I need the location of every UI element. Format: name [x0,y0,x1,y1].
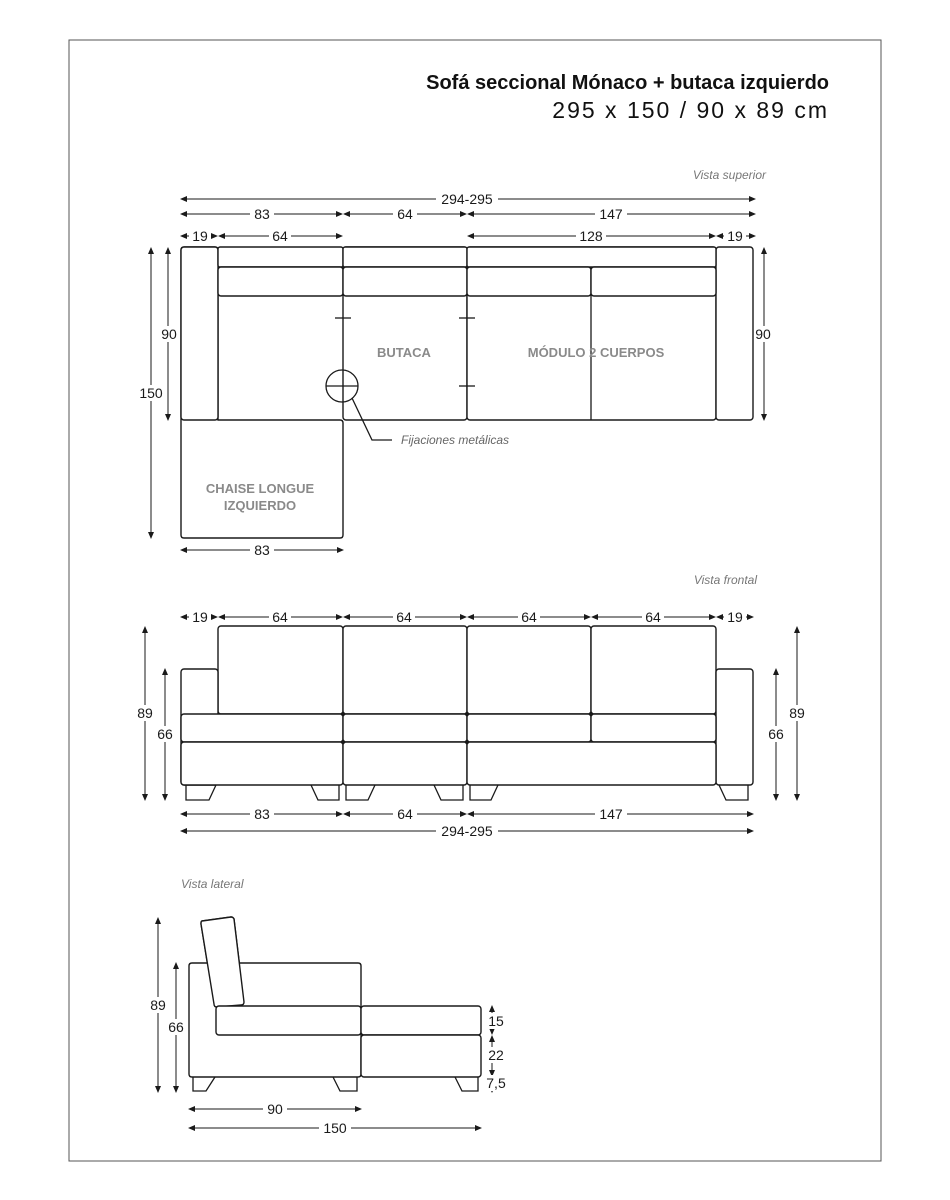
svg-text:19: 19 [192,228,208,244]
svg-text:83: 83 [254,542,270,558]
front-view [134,573,808,839]
svg-text:83: 83 [254,206,270,222]
dim-side-right-stack [483,1006,507,1092]
svg-text:19: 19 [192,609,208,625]
svg-text:64: 64 [521,609,537,625]
module-label-chaise-2: IZQUIERDO [223,498,297,513]
front-sofa-outline [181,626,753,800]
side-view [147,877,507,1136]
svg-text:66: 66 [157,726,173,742]
dim-top-chaise-bottom [181,542,343,558]
svg-text:66: 66 [768,726,784,742]
svg-text:64: 64 [645,609,661,625]
dim-top-total-width [181,191,755,207]
svg-text:89: 89 [150,997,166,1013]
svg-text:19: 19 [727,609,743,625]
svg-text:89: 89 [789,705,805,721]
svg-text:90: 90 [755,326,771,342]
svg-text:294-295: 294-295 [441,823,493,839]
svg-text:66: 66 [168,1019,184,1035]
svg-text:64: 64 [396,609,412,625]
side-sofa-outline [189,917,481,1091]
top-view [139,168,775,558]
svg-text:150: 150 [139,385,163,401]
svg-text:89: 89 [137,705,153,721]
svg-text:294-295: 294-295 [441,191,493,207]
top-view-label: Vista superior [692,168,766,182]
dim-side-depths [189,1101,481,1136]
svg-text:15: 15 [488,1013,504,1029]
dim-front-top-segments [181,609,753,625]
svg-text:22: 22 [488,1047,504,1063]
svg-text:90: 90 [161,326,177,342]
svg-text:128: 128 [579,228,603,244]
svg-text:150: 150 [323,1120,347,1136]
front-view-label: Vista frontal [693,573,757,587]
svg-text:64: 64 [397,206,413,222]
svg-text:7,5: 7,5 [486,1075,506,1091]
svg-text:83: 83 [254,806,270,822]
dim-side-heights [147,918,187,1092]
dim-front-total-width [181,823,753,839]
dim-front-bottom-segments [181,806,753,822]
dim-top-segments [181,206,755,222]
svg-text:147: 147 [599,806,623,822]
fixation-callout: Fijaciones metálicas [401,433,510,447]
module-label-module: MÓDULO 2 CUERPOS [527,345,665,360]
svg-text:147: 147 [599,206,623,222]
svg-text:64: 64 [397,806,413,822]
svg-text:64: 64 [272,609,288,625]
svg-text:90: 90 [267,1101,283,1117]
product-title: Sofá seccional Mónaco + butaca izquierdo [426,72,829,94]
module-label-chaise: CHAISE LONGUE [205,481,315,496]
module-label-butaca: BUTACA [377,345,431,360]
dim-top-arms-backs [181,228,755,244]
product-dimensions: 295 x 150 / 90 x 89 cm [552,97,829,123]
svg-text:19: 19 [727,228,743,244]
svg-text:64: 64 [272,228,288,244]
side-view-label: Vista lateral [181,877,244,891]
